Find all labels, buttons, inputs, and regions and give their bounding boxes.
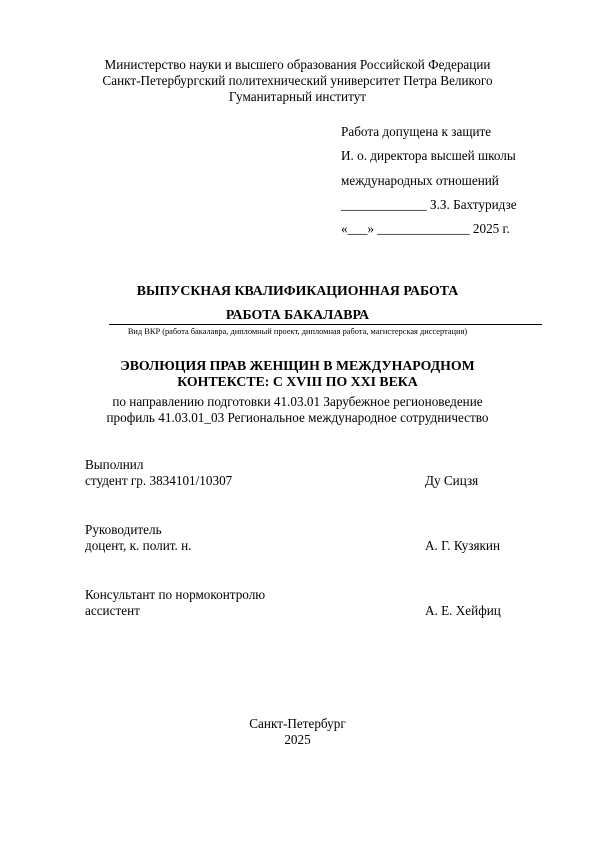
approval-admitted: Работа допущена к защите — [341, 124, 492, 139]
work-type-caption: Вид ВКР (работа бакалавра, дипломный проект, дипломная работа, магистерская диссертация) — [127, 327, 468, 336]
approval-school: международных отношений — [341, 173, 499, 188]
work-type-underline — [109, 324, 542, 325]
approval-director: И. о. директора высшей школы — [341, 148, 516, 163]
student-position: студент гр. 3834101/10307 — [85, 473, 233, 488]
university-line: Санкт-Петербургский политехнический университет Петра Великого — [102, 73, 493, 88]
ministry-line: Министерство науки и высшего образования Российской Федерации — [104, 57, 491, 72]
topic-line-1: ЭВОЛЮЦИЯ ПРАВ ЖЕНЩИН В МЕЖДУНАРОДНОМ — [120, 358, 475, 373]
profile-line: профиль 41.03.01_03 Региональное международное сотрудничество — [106, 410, 489, 425]
direction-line: по направлению подготовки 41.03.01 Зарубежное регионоведение — [112, 394, 483, 409]
supervisor-role: Руководитель — [85, 522, 162, 537]
consultant-name: А. Е. Хейфиц — [425, 603, 501, 618]
institute-line: Гуманитарный институт — [228, 89, 367, 104]
supervisor-name: А. Г. Кузякин — [425, 538, 501, 553]
approval-date: «___» ______________ 2025 г. — [341, 221, 510, 236]
consultant-role: Консультант по нормоконтролю — [85, 587, 266, 602]
approval-signature: _____________ З.З. Бахтуридзе — [341, 197, 517, 212]
footer-year: 2025 — [284, 732, 311, 747]
supervisor-position: доцент, к. полит. н. — [85, 538, 192, 553]
student-role: Выполнил — [85, 457, 144, 472]
footer-city: Санкт-Петербург — [249, 716, 346, 731]
topic-line-2: КОНТЕКСТЕ: С XVIII ПО XXI ВЕКА — [177, 374, 418, 389]
consultant-position: ассистент — [85, 603, 140, 618]
work-type: РАБОТА БАКАЛАВРА — [225, 307, 370, 322]
student-name: Ду Сицзя — [425, 473, 479, 488]
work-title: ВЫПУСКНАЯ КВАЛИФИКАЦИОННАЯ РАБОТА — [136, 283, 459, 298]
